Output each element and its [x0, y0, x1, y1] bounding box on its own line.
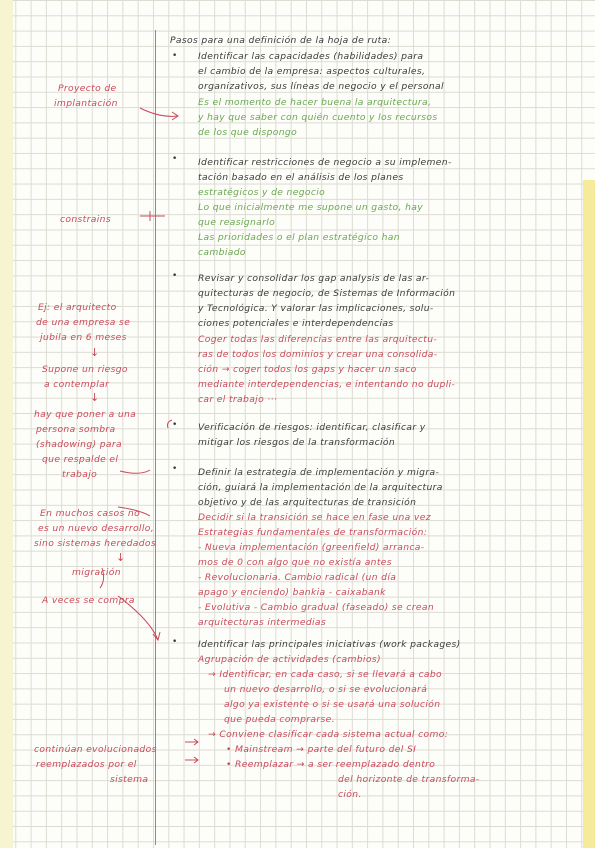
page-title: Pasos para una definición de la hoja de ruta: [170, 35, 392, 46]
margin-note-sombra-4: que respalde el [42, 454, 119, 465]
step-5-note-8: arquitecturas intermedias [198, 617, 327, 628]
step-5-note-2: Estrategias fundamentales de transformación: [198, 527, 428, 538]
margin-note-ej-2: de una empresa se [36, 317, 131, 328]
margin-note-riesgo-2: a contemplar [44, 379, 110, 390]
down-arrow-icon: ↓ [116, 551, 126, 564]
step-2-line-1: Identificar restricciones de negocio a su implemen- [198, 157, 452, 168]
step-1-note-3: de los que dispongo [198, 127, 298, 138]
step-1-line-3: organizativos, sus líneas de negocio y el personal [198, 81, 444, 92]
step-2-line-3: estratégicos y de negocio [198, 187, 326, 198]
arrow-muchos [118, 507, 150, 516]
step-6-line-9: • Reemplazar → a ser reemplazado dentro [226, 759, 436, 770]
step-6-line-11: ción. [338, 789, 362, 800]
step-4-line-1: Verificación de riesgos: identificar, clasificar y [198, 422, 426, 433]
step-5-note-6: apago y enciendo) bankia - caixabank [198, 587, 386, 598]
step-5-note-3: - Nueva implementación (greenfield) arranca- [198, 542, 425, 553]
margin-note-riesgo-1: Supone un riesgo [42, 364, 128, 375]
down-arrow-icon: ↓ [90, 391, 100, 404]
margin-note-sombra-5: trabajo [62, 469, 98, 480]
arrow-migracion [100, 568, 104, 588]
arrow-sombra [168, 420, 173, 428]
step-6-line-6: que pueda comprarse. [224, 714, 335, 725]
arrow-veces [118, 596, 158, 640]
bullet-icon: • [172, 637, 178, 647]
bullet-icon: • [172, 154, 178, 164]
margin-note-muchos-2: es un nuevo desarrollo, [38, 523, 154, 534]
step-2-note-2: que reasignarlo [198, 217, 276, 228]
step-3-note-1: Coger todas las diferencias entre las arquitectu- [198, 334, 438, 345]
step-6-line-3: → Identificar, en cada caso, si se llevará a cabo [208, 669, 443, 680]
margin-note-continuan-3: sistema [110, 774, 149, 785]
margin-note-veces: A veces se compra [42, 595, 135, 606]
margin-note-muchos-1: En muchos casos no [40, 508, 141, 519]
margin-note-continuan-1: continúan evolucionados [34, 744, 157, 755]
margin-note-proyecto-1: Proyecto de [58, 83, 117, 94]
step-6-line-5: algo ya existente o si se usará una solución [224, 699, 441, 710]
step-1-line-1: Identificar las capacidades (habilidades) para [198, 51, 424, 62]
step-6-line-1: Identificar las principales iniciativas (work packages) [198, 639, 461, 650]
step-1-line-2: el cambio de la empresa: aspectos culturales, [198, 66, 426, 77]
step-3-note-2: ras de todos los dominios y crear una consolida- [198, 349, 438, 360]
step-5-line-3: objetivo y de las arquitecturas de transición [198, 497, 417, 508]
step-2-note-1: Lo que inicialmente me supone un gasto, hay [198, 202, 424, 213]
step-3-line-4: ciones potenciales e interdependencias [198, 318, 394, 329]
step-6-line-4: un nuevo desarrollo, o si se evolucionará [224, 684, 428, 695]
margin-note-constrains: constrains [60, 214, 111, 225]
step-3-note-3: ción → coger todos los gaps y hacer un saco [198, 364, 417, 375]
step-2-line-2: tación basado en el análisis de los planes [198, 172, 404, 183]
bullet-icon: • [172, 420, 178, 430]
step-6-line-8: • Mainstream → parte del futuro del SI [226, 744, 417, 755]
down-arrow-icon: ↓ [90, 346, 100, 359]
step-3-note-5: car el trabajo ··· [198, 394, 278, 405]
step-6-line-10: del horizonte de transforma- [338, 774, 480, 785]
step-4-line-2: mitigar los riesgos de la transformación [198, 437, 396, 448]
step-5-note-1: Decidir si la transición se hace en fase una vez [198, 512, 431, 523]
margin-note-sombra-1: hay que poner a una [34, 409, 137, 420]
step-1-note-2: y hay que saber con quién cuento y los recursos [198, 112, 438, 123]
margin-note-muchos-3: sino sistemas heredados [34, 538, 157, 549]
step-2-note-4: cambiado [198, 247, 246, 258]
step-3-line-2: quitecturas de negocio, de Sistemas de Información [198, 288, 456, 299]
step-5-note-5: - Revolucionaria. Cambio radical (un día [198, 572, 397, 583]
margin-note-proyecto-2: implantación [54, 98, 118, 109]
step-1-note-1: Es el momento de hacer buena la arquitectura, [198, 97, 432, 108]
step-3-note-4: mediante interdependencias, e intentando no dupli- [198, 379, 456, 390]
margin-note-sombra-2: persona sombra [36, 424, 116, 435]
bullet-icon: • [172, 271, 178, 281]
bullet-icon: • [172, 51, 178, 61]
step-5-line-2: ción, guiará la implementación de la arquitectura [198, 482, 443, 493]
margin-note-migracion: migración [72, 567, 121, 578]
step-6-line-2: Agrupación de actividades (cambios) [198, 654, 381, 665]
step-3-line-3: y Tecnológica. Y valorar las implicaciones, solu- [198, 303, 434, 314]
step-3-line-1: Revisar y consolidar los gap analysis de las ar- [198, 273, 430, 284]
step-2-note-3: Las prioridades o el plan estratégico han [198, 232, 400, 243]
step-6-line-7: → Conviene clasificar cada sistema actual como: [208, 729, 449, 740]
margin-note-ej-3: jubila en 6 meses [40, 332, 127, 343]
step-5-note-7: - Evolutiva - Cambio gradual (faseado) se crean [198, 602, 434, 613]
step-5-line-1: Definir la estrategia de implementación y migra- [198, 467, 440, 478]
bullet-icon: • [172, 464, 178, 474]
margin-note-ej-1: Ej: el arquitecto [38, 302, 117, 313]
margin-note-continuan-2: reemplazados por el [36, 759, 137, 770]
margin-note-sombra-3: (shadowing) para [36, 439, 122, 450]
step-5-note-4: mos de 0 con algo que no existía antes [198, 557, 392, 568]
